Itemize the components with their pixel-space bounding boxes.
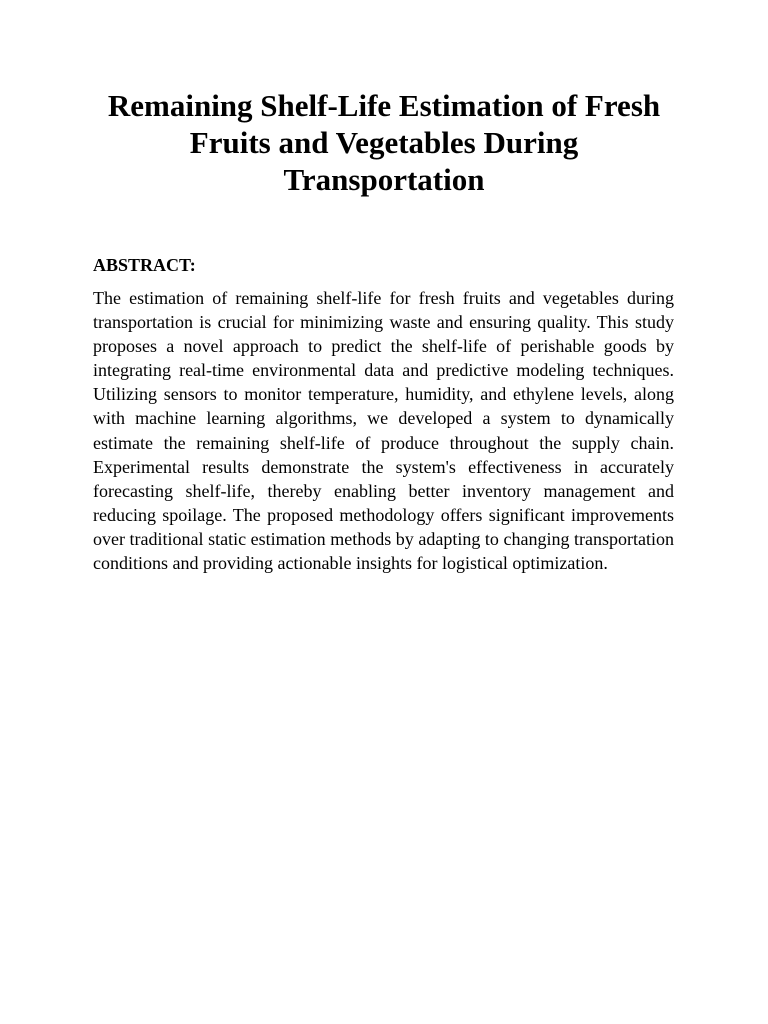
abstract-heading: ABSTRACT:: [93, 255, 196, 275]
abstract-paragraph: The estimation of remaining shelf-life for fresh fruits and vegetables during transportation is crucial for minimizing waste and ensuring quality. This study proposes a novel approach to predict the shelf-life of perishable goods by integrating real-time environmental data and predictive modeling techniques. Utilizing sensors to monitor temperature, humidity, and ethylene levels, along with machine learning algorithms, we developed a system to dynamically estimate the remaining shelf-life of produce throughout the supply chain. Experimental results demonstrate the system's effectiveness in accurately forecasting shelf-life, thereby enabling better inventory management and reducing spoilage. The proposed methodology offers significant improvements over traditional static estimation methods by adapting to changing transportation conditions and providing actionable insights for logistical optimization.: [93, 288, 674, 574]
paper-title: Remaining Shelf-Life Estimation of Fresh Fruits and Vegetables During Transportation: [107, 88, 661, 197]
